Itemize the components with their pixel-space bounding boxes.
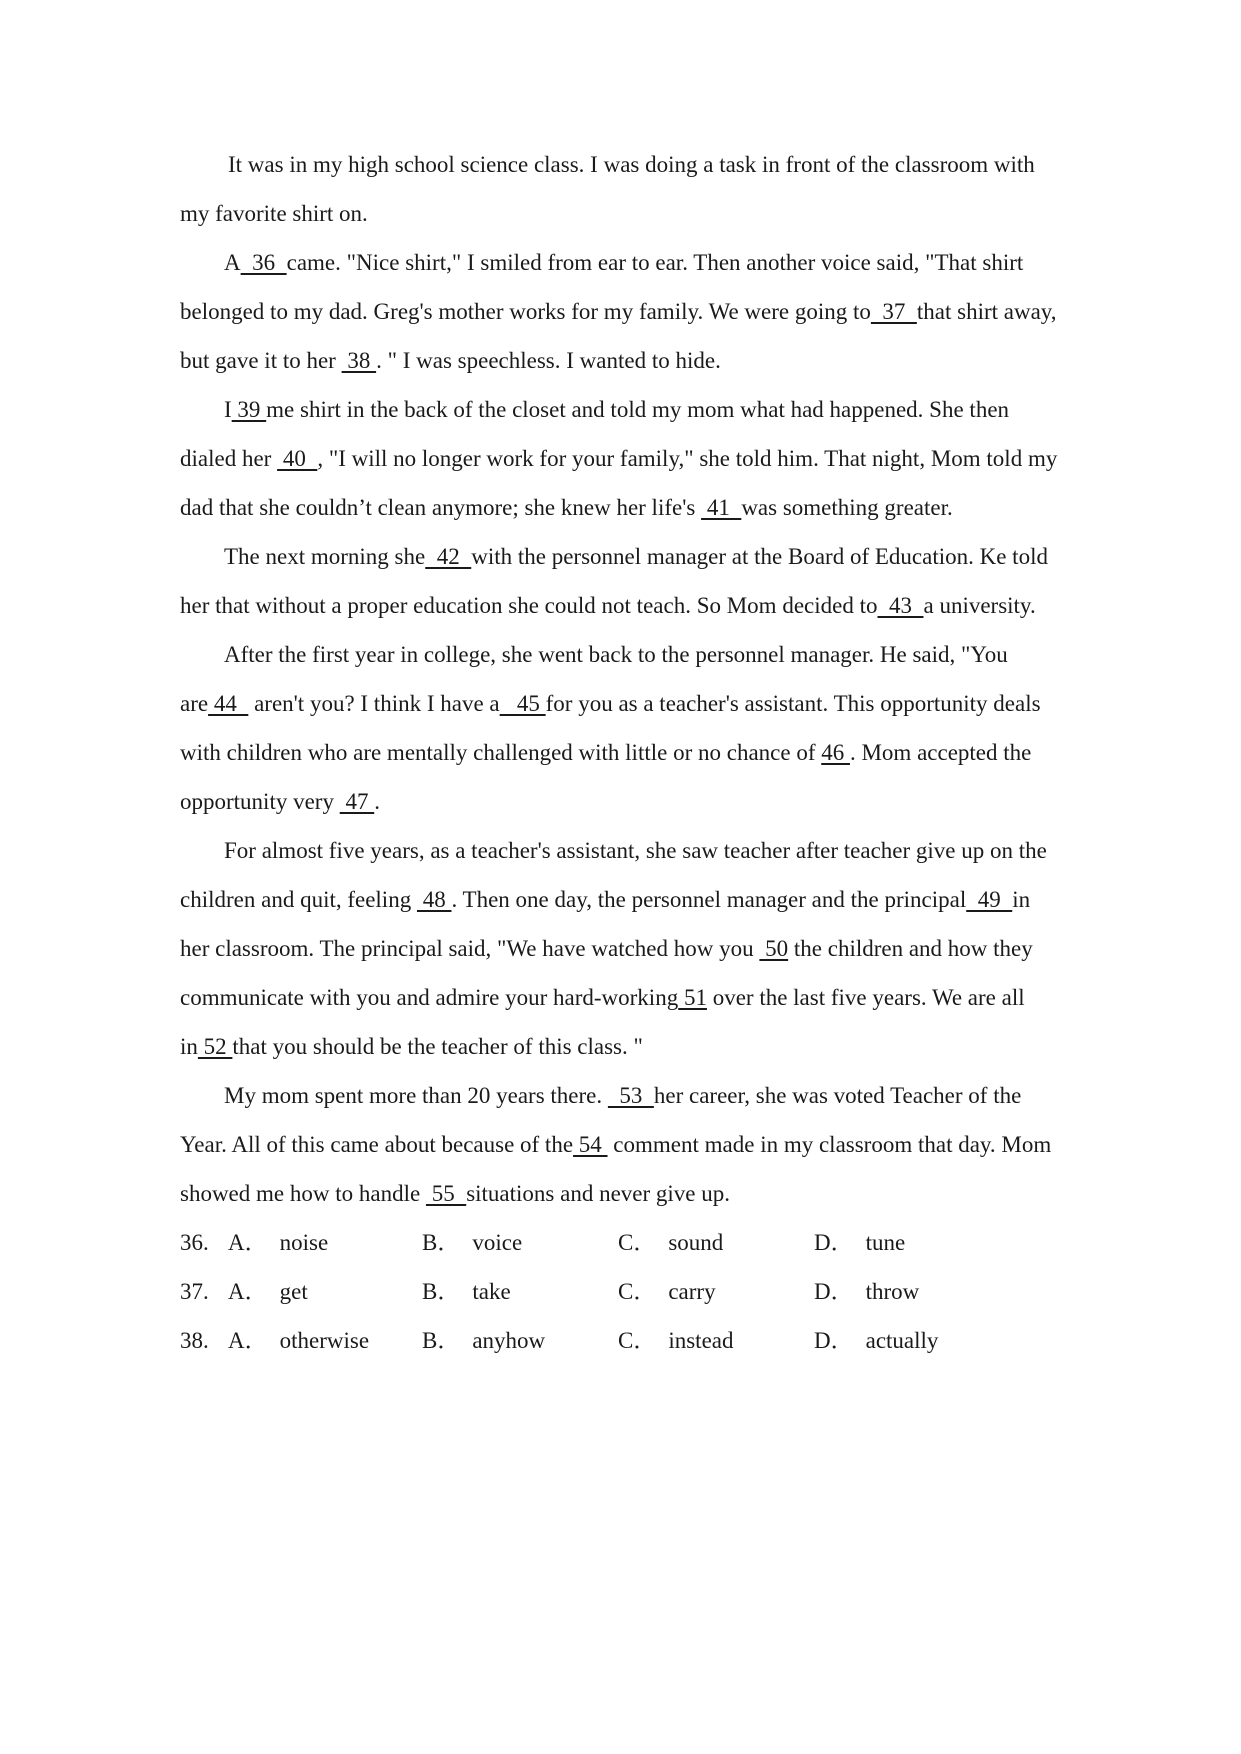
paragraph-3 [180,385,1060,532]
passage-text: that you should be the teacher of this class. " [232,1034,643,1059]
passage-text: , "I will no longer work for your family," she told him. That night, Mom told my dad that she couldn’t clean anymore; she knew her life's [180,446,1058,520]
passage-text: For almost five years, as a teacher's assistant, she saw teacher after teacher give up on the children and quit, feeling [180,838,1047,912]
passage-text: a university. [923,593,1036,618]
passage-text: with the personnel manager at the Board of Education. Ke told her that without a proper education she could not teach. So Mom decided to [180,544,1048,618]
passage-text: My mom spent more than 20 years there. [224,1083,608,1108]
answer-options [180,1218,1060,1365]
passage-text: came. "Nice shirt," I smiled from ear to ear. Then another voice said, "That shirt belonged to my dad. Greg's mother works for my family. We were going to [180,250,1024,324]
blank-number: 42 [425,544,472,569]
passage-text: her career, she was voted Teacher of the Year. All of this came about because of the [180,1083,1022,1157]
blank-number: 38 [341,348,377,373]
option-b: B． take [422,1279,511,1304]
question-number: 37. [180,1279,209,1304]
document-page [180,140,1060,1365]
blank-number: 41 [701,495,742,520]
question-number: 38. [180,1328,209,1353]
option-b: B． anyhow [422,1328,546,1353]
passage-text: that shirt away, but gave it to her [180,299,1057,373]
passage-text: over the last five years. We are all in [180,985,1025,1059]
blank-number: 36 [240,250,287,275]
blank-number: 54 [573,1132,608,1157]
passage-text: me shirt in the back of the closet and told my mom what had happened. She then dialed her [180,397,1010,471]
passage-text: for you as a teacher's assistant. This opportunity deals with children who are mentally challenged with little or no chance of [180,691,1041,765]
passage-text: the children and how they communicate with you and admire your hard-working [180,936,1033,1010]
passage-text: After the first year in college, she went back to the personnel manager. He said, "You are [180,642,1008,716]
option-c: C． carry [618,1279,716,1304]
blank-number: 52 [197,1034,233,1059]
paragraph-2 [180,238,1060,385]
option-a: A． get [228,1279,308,1304]
blank-number: 44 [208,691,249,716]
blank-number: 39 [231,397,267,422]
passage-text: I [224,397,232,422]
blank-number: 37 [870,299,917,324]
blank-number: 48 [416,887,452,912]
passage-text: was something greater. [741,495,953,520]
passage-text: situations and never give up. [466,1181,730,1206]
blank-number: 51 [678,985,707,1010]
passage-text: The next morning she [224,544,426,569]
option-a: A． noise [228,1230,329,1255]
passage-text: . " I was speechless. I wanted to hide. [376,348,721,373]
paragraph-7 [180,1071,1060,1218]
passage-text: comment made in my classroom that day. Mom showed me how to handle [180,1132,1052,1206]
passage-text: aren't you? I think I have a [248,691,500,716]
option-b: B． voice [422,1230,523,1255]
blank-number: 40 [277,446,318,471]
passage-text: . Then one day, the personnel manager and the principal [451,887,967,912]
option-a: A． otherwise [228,1328,370,1353]
blank-number: 49 [966,887,1013,912]
blank-number: 46 [821,740,850,765]
question-number: 36. [180,1230,209,1255]
blank-number: 47 [339,789,375,814]
passage-text: . Mom accepted the opportunity very [180,740,1032,814]
blank-number: 50 [759,936,789,961]
option-d: D． throw [814,1279,920,1304]
question-row-37 [180,1267,1060,1316]
passage-text: . [374,789,380,814]
question-row-36 [180,1218,1060,1267]
paragraph-5 [180,630,1060,826]
blank-number: 45 [499,691,546,716]
option-c: C． instead [618,1328,734,1353]
question-row-38 [180,1316,1060,1365]
blank-number: 55 [425,1181,467,1206]
paragraph-4 [180,532,1060,630]
paragraph-6 [180,826,1060,1071]
option-d: D． tune [814,1230,906,1255]
blank-number: 53 [607,1083,654,1108]
option-c: C． sound [618,1230,724,1255]
passage-text: It was in my high school science class. I was doing a task in front of the classroom with my favorite shirt on. [180,152,1035,226]
passage-text: in her classroom. The principal said, "We have watched how you [180,887,1031,961]
option-d: D． actually [814,1328,939,1353]
passage-text: A [224,250,241,275]
blank-number: 43 [877,593,924,618]
paragraph-1 [180,140,1060,238]
